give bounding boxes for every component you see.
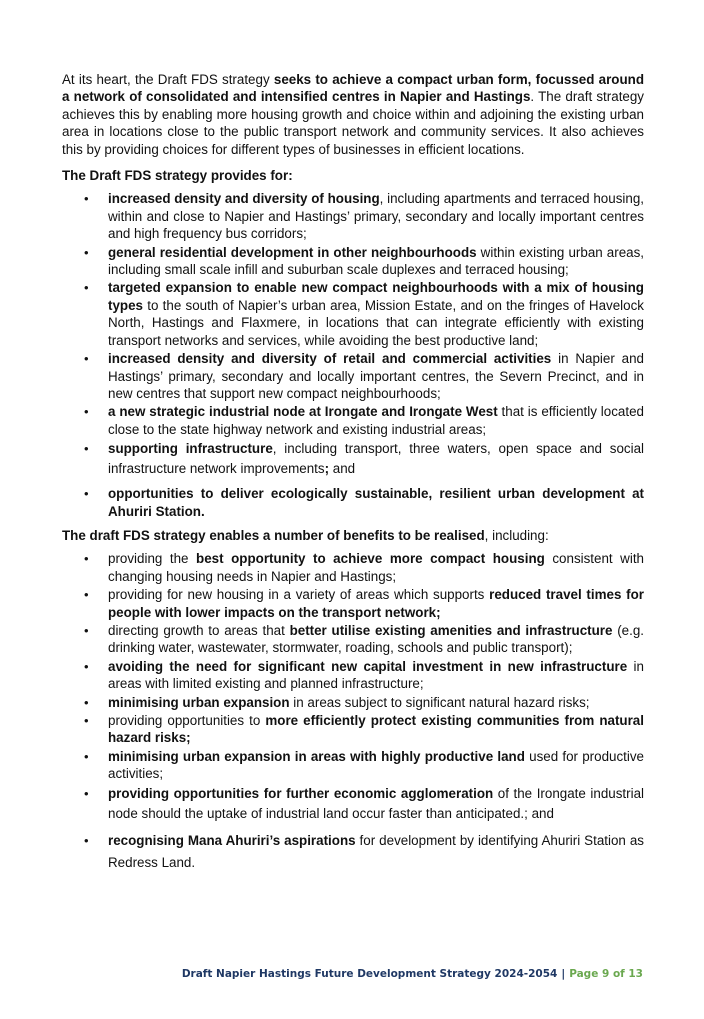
list-item bbox=[62, 403, 644, 438]
intro-text-1: At its heart, the Draft FDS strategy bbox=[62, 72, 274, 87]
item-bold: providing opportunities for further economic agglomeration bbox=[108, 785, 494, 801]
item-text: that is efficiently located close to the state highway network and existing industrial areas; bbox=[108, 404, 644, 437]
list-item bbox=[62, 784, 644, 824]
item-bold: best opportunity to achieve more compact housing bbox=[196, 551, 545, 567]
item-text: , including transport, three waters, open space and social infrastructure network improvements bbox=[108, 441, 644, 477]
list-item bbox=[62, 485, 644, 520]
item-bold: reduced travel times for people with lower impacts on the transport network; bbox=[108, 587, 644, 620]
item-text: consistent with changing housing needs in Napier and Hastings; bbox=[108, 551, 644, 584]
list-item bbox=[62, 830, 644, 874]
page-content bbox=[62, 71, 644, 875]
item-lead: providing the bbox=[108, 551, 197, 567]
page-number: Page 9 of 13 bbox=[569, 968, 643, 980]
item-lead: providing opportunities to bbox=[108, 713, 266, 728]
item-bold: avoiding the need for significant new capital investment in new infrastructure bbox=[108, 658, 628, 674]
item-text: to the south of Napier’s urban area, Mission Estate, and on the fringes of Havelock North, Hastings and Flaxmere, in locations that can integrate efficiently with existing transport networks and services, while avoiding the best productive land; bbox=[108, 297, 644, 348]
intro-paragraph bbox=[62, 71, 644, 158]
intro-text-2: . The draft strategy achieves this by enabling more housing growth and choice within and adjoining the existing urban area in locations close to the public transport network and community services. It also achieves this by providing choices for different types of businesses in efficient locations. bbox=[62, 89, 644, 157]
item-bold: opportunities to deliver ecologically sustainable, resilient urban development at Ahuriri Station. bbox=[108, 486, 644, 519]
list-item bbox=[62, 622, 644, 657]
item-bold: increased density and diversity of housing bbox=[108, 191, 380, 207]
item-text: used for productive activities; bbox=[108, 748, 644, 782]
list-item bbox=[62, 748, 644, 783]
intro-bold: seeks to achieve a compact urban form, focussed around a network of consolidated and intensified centres in Napier and Hastings bbox=[62, 72, 644, 105]
item-text: in areas subject to significant natural hazard risks; bbox=[289, 694, 590, 710]
list-item bbox=[62, 244, 644, 279]
benefits-heading-bold: The draft FDS strategy enables a number of benefits to be realised bbox=[62, 527, 485, 543]
provides-heading: The Draft FDS strategy provides for: bbox=[62, 168, 293, 184]
benefits-heading bbox=[62, 527, 644, 544]
list-item bbox=[62, 712, 644, 747]
list-item bbox=[62, 279, 644, 349]
item-text: (e.g. drinking water, wastewater, stormwater, roading, schools and public transport); bbox=[108, 622, 644, 656]
list-item bbox=[62, 550, 644, 585]
item-text: , including apartments and terraced housing, within and close to Napier and Hastings’ primary, secondary and locally important centres and high frequency bus corridors; bbox=[108, 191, 644, 242]
benefits-heading-text: , including: bbox=[484, 527, 549, 543]
item-text: in Napier and Hastings’ primary, secondary and locally important centres, the Severn Precinct, and in new centres that support new compact neighbourhoods; bbox=[108, 351, 644, 401]
item-bold: general residential development in other neighbourhoods bbox=[108, 244, 477, 260]
list-item bbox=[62, 190, 644, 242]
item-bold: minimising urban expansion bbox=[108, 694, 290, 710]
list-item bbox=[62, 350, 644, 402]
item-lead: directing growth to areas that bbox=[108, 622, 290, 638]
list-item bbox=[62, 439, 644, 479]
item-text: of the Irongate industrial node should the uptake of industrial land occur faster than anticipated.; and bbox=[108, 785, 644, 821]
page-footer bbox=[0, 968, 643, 980]
item-text: within existing urban areas, including small scale infill and suburban scale duplexes and terraced housing; bbox=[108, 244, 645, 278]
footer-title: Draft Napier Hastings Future Development Strategy 2024-2054 bbox=[181, 968, 558, 980]
item-bold: better utilise existing amenities and infrastructure bbox=[289, 622, 613, 638]
list-item bbox=[62, 694, 644, 711]
benefits-list bbox=[62, 550, 644, 873]
item-text: in areas with limited existing and planned infrastructure; bbox=[108, 658, 644, 692]
provides-list bbox=[62, 190, 644, 520]
item-bold-2: ; bbox=[324, 461, 330, 477]
item-text: for development by identifying Ahuriri Station as Redress Land. bbox=[108, 832, 644, 870]
list-item bbox=[62, 658, 644, 693]
item-bold: targeted expansion to enable new compact neighbourhoods with a mix of housing types bbox=[108, 280, 644, 313]
item-bold: more efficiently protect existing communities from natural hazard risks; bbox=[108, 713, 644, 746]
item-lead: providing for new housing in a variety of areas which supports bbox=[108, 587, 490, 603]
item-bold: increased density and diversity of retail and commercial activities bbox=[108, 351, 552, 367]
item-text-2: and bbox=[329, 461, 356, 477]
item-bold: minimising urban expansion in areas with highly productive land bbox=[108, 748, 525, 764]
item-bold: a new strategic industrial node at Irongate and Irongate West bbox=[108, 404, 498, 420]
item-bold: recognising Mana Ahuriri’s aspirations bbox=[108, 832, 356, 848]
list-item bbox=[62, 586, 644, 621]
footer-separator: | bbox=[561, 968, 566, 980]
item-bold: supporting infrastructure bbox=[108, 441, 273, 457]
